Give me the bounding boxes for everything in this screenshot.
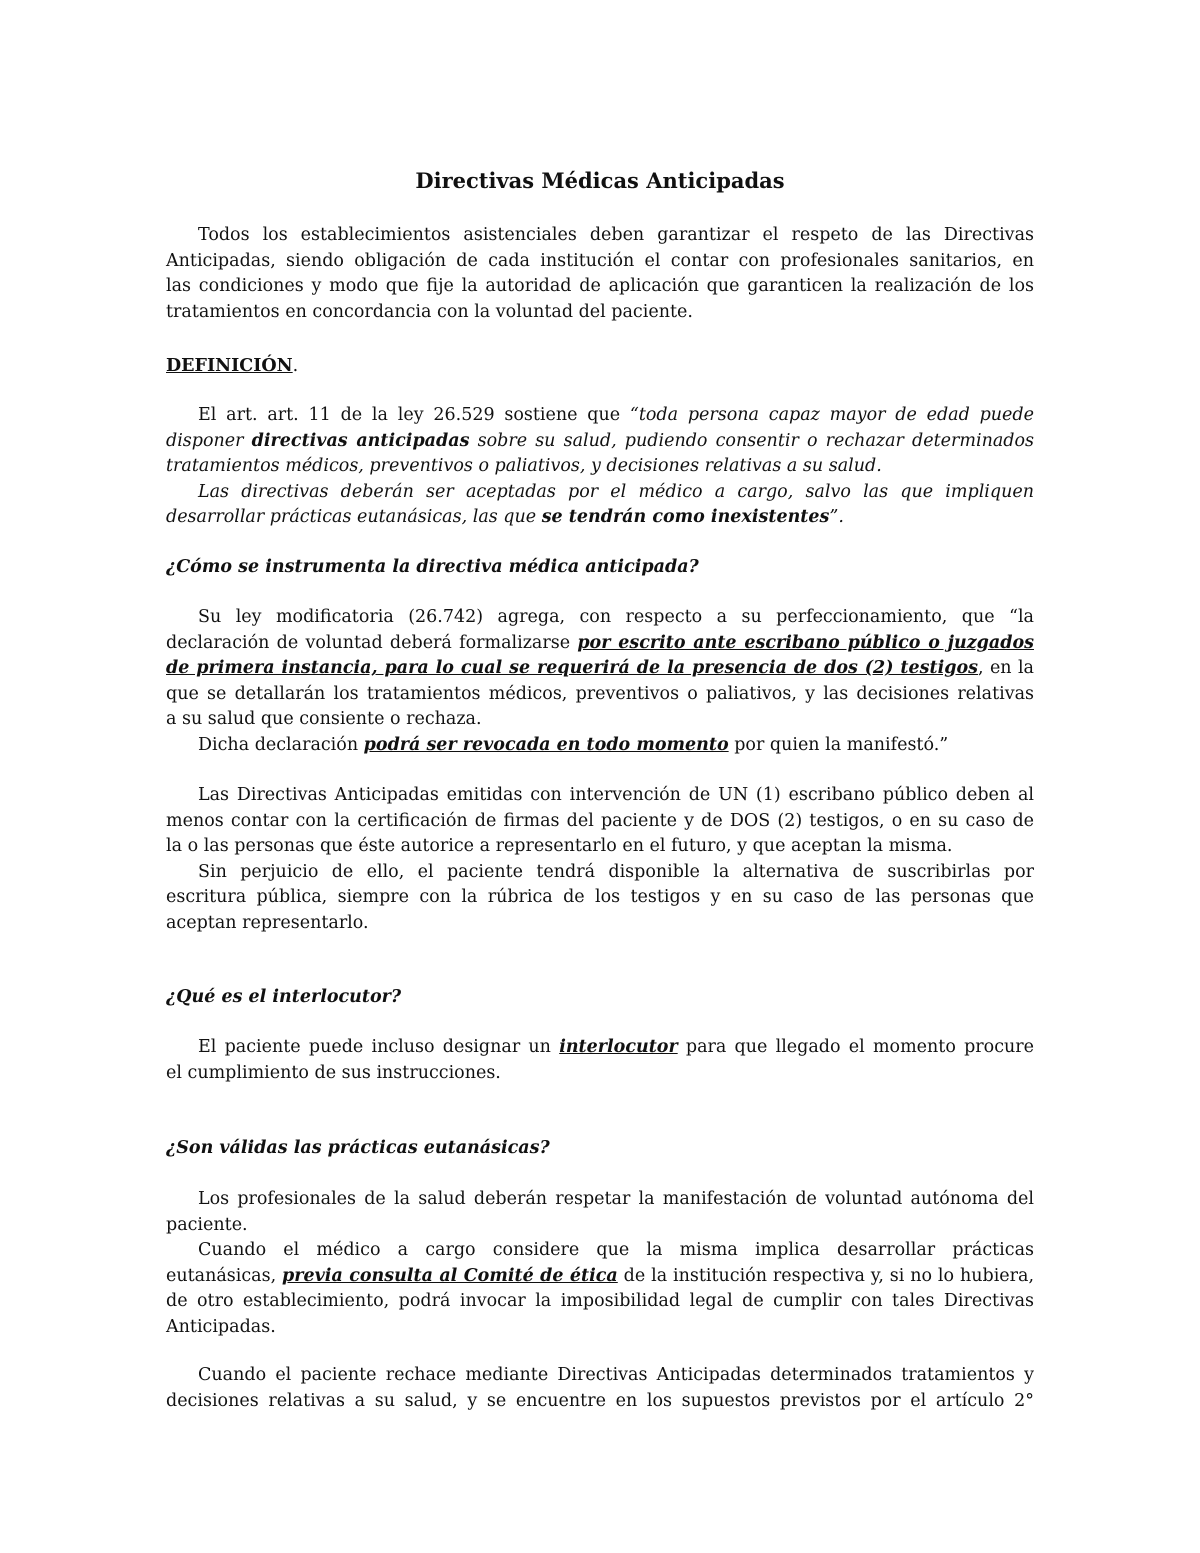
art-line-2 bbox=[166, 429, 1034, 455]
practicas-line-6: Anticipadas. bbox=[166, 1316, 276, 1337]
intro-line-4: tratamientos en concordancia con la voluntad del paciente. bbox=[166, 301, 693, 322]
art-line-2-c: sobre su salud, pudiendo consentir o rechazar determinados bbox=[469, 430, 1034, 451]
art-line-1-a: El art. art. 11 de la ley 26.529 sostiene que bbox=[198, 405, 630, 425]
rechace-line-2: decisiones relativas a su salud, y se encuentre en los supuestos previstos por el artículo 2° bbox=[166, 1390, 1034, 1411]
practicas-paragraph bbox=[166, 1187, 1034, 1341]
question-3-heading: ¿Son válidas las prácticas eutanásicas? bbox=[166, 1138, 550, 1158]
intro-line-2: Anticipadas, siendo obligación de cada institución el contar con profesionales sanitarios, en bbox=[166, 250, 1034, 271]
art-line-2-bold: directivas anticipadas bbox=[251, 430, 470, 451]
definicion-dot: . bbox=[292, 356, 299, 376]
ley-line-4: que se detallarán los tratamientos médicos, preventivos o paliativos, y las decisiones relativas bbox=[166, 683, 1034, 704]
ley-line-6 bbox=[166, 733, 1034, 759]
ley-line-2-a: declaración de voluntad deberá formalizarse bbox=[166, 632, 578, 653]
definicion-label: DEFINICIÓN bbox=[166, 356, 293, 376]
art-line-5 bbox=[166, 505, 1034, 531]
ley-paragraph bbox=[166, 605, 1034, 759]
practicas-line-1: Los profesionales de la salud deberán respetar la manifestación de voluntad autónoma del bbox=[198, 1189, 1034, 1209]
emitidas-line-4: Sin perjuicio de ello, el paciente tendrá disponible la alternativa de suscribirlas por bbox=[198, 861, 1034, 882]
art-line-5-c: ”. bbox=[829, 507, 844, 528]
ley-line-3-b: , en la bbox=[978, 658, 1034, 679]
rechace-paragraph bbox=[166, 1363, 1034, 1414]
art-line-5-bold: se tendrán como inexistentes bbox=[541, 507, 830, 528]
ley-line-2-emph: por escrito ante escribano público o juzgados bbox=[577, 632, 1034, 653]
practicas-line-5: de otro establecimiento, podrá invocar la imposibilidad legal de cumplir con tales Directivas bbox=[166, 1291, 1034, 1312]
interlocutor-paragraph bbox=[166, 1035, 1034, 1086]
intro-line-1: Todos los establecimientos asistenciales deben garantizar el respeto de las Directivas bbox=[198, 225, 1034, 245]
emitidas-line-1: Las Directivas Anticipadas emitidas con intervención de UN (1) escribano público deben al bbox=[198, 785, 1034, 805]
interlocutor-line-1-a: El paciente puede incluso designar un bbox=[198, 1037, 560, 1057]
art-line-4: Las directivas deberán ser aceptadas por el médico a cargo, salvo las que impliquen bbox=[198, 481, 1034, 502]
emitidas-line-5: escritura pública, siempre con la rúbrica de los testigos y en su caso de las personas que bbox=[166, 887, 1034, 908]
rechace-line-1: Cuando el paciente rechace mediante Directivas Anticipadas determinados tratamientos y bbox=[198, 1365, 1034, 1385]
practicas-line-2: paciente. bbox=[166, 1214, 248, 1235]
definicion-heading bbox=[166, 354, 298, 380]
ley-line-3-emph: de primera instancia, para lo cual se requerirá de la presencia de dos (2) testigos bbox=[166, 658, 978, 679]
practicas-line-4-c: de la institución respectiva y, si no lo hubiera, bbox=[617, 1265, 1035, 1286]
emitidas-paragraph bbox=[166, 783, 1034, 937]
practicas-line-4 bbox=[166, 1264, 1034, 1290]
ley-line-6-c: por quien la manifestó.” bbox=[728, 734, 949, 755]
question-2-heading: ¿Qué es el interlocutor? bbox=[166, 987, 402, 1007]
document-title: Directivas Médicas Anticipadas bbox=[415, 168, 785, 193]
interlocutor-line-1-c: para que llegado el momento procure bbox=[677, 1037, 1034, 1057]
art-line-2-a: disponer bbox=[166, 430, 252, 451]
ley-line-1: Su ley modificatoria (26.742) agrega, con respecto a su perfeccionamiento, que “la bbox=[198, 607, 1034, 627]
ley-line-6-a: Dicha declaración bbox=[198, 734, 364, 755]
practicas-line-3: Cuando el médico a cargo considere que la misma implica desarrollar prácticas bbox=[198, 1240, 1034, 1261]
interlocutor-line-2: el cumplimiento de sus instrucciones. bbox=[166, 1062, 501, 1083]
emitidas-line-3: la o las personas que éste autorice a representarlo en el futuro, y que aceptan la misma. bbox=[166, 836, 953, 857]
emitidas-line-2: menos contar con la certificación de firmas del paciente y de DOS (2) testigos, o en su caso de bbox=[166, 810, 1034, 831]
practicas-line-4-emph: previa consulta al Comité de ética bbox=[282, 1265, 618, 1286]
ley-line-5: a su salud que consiente o rechaza. bbox=[166, 709, 482, 730]
ley-line-3 bbox=[166, 656, 1034, 682]
intro-paragraph bbox=[166, 223, 1034, 325]
art-line-1 bbox=[166, 403, 1034, 429]
ley-line-6-emph: podrá ser revocada en todo momento bbox=[363, 734, 729, 755]
interlocutor-term: interlocutor bbox=[559, 1037, 678, 1057]
art-line-5-a: desarrollar prácticas eutanásicas, las que bbox=[166, 507, 542, 528]
emitidas-line-6: aceptan representarlo. bbox=[166, 912, 369, 933]
ley-line-2 bbox=[166, 631, 1034, 657]
intro-line-3: las condiciones y modo que fije la autoridad de aplicación que garanticen la realización de los bbox=[166, 276, 1034, 297]
question-1-heading: ¿Cómo se instrumenta la directiva médica anticipada? bbox=[166, 557, 699, 577]
art-line-1-quote: “toda persona capaz mayor de edad puede bbox=[629, 405, 1034, 425]
practicas-line-4-a: eutanásicas, bbox=[166, 1265, 283, 1286]
art-line-3: tratamientos médicos, preventivos o paliativos, y decisiones relativas a su salud. bbox=[166, 456, 882, 477]
interlocutor-line-1 bbox=[166, 1035, 1034, 1061]
art-paragraph bbox=[166, 403, 1034, 531]
